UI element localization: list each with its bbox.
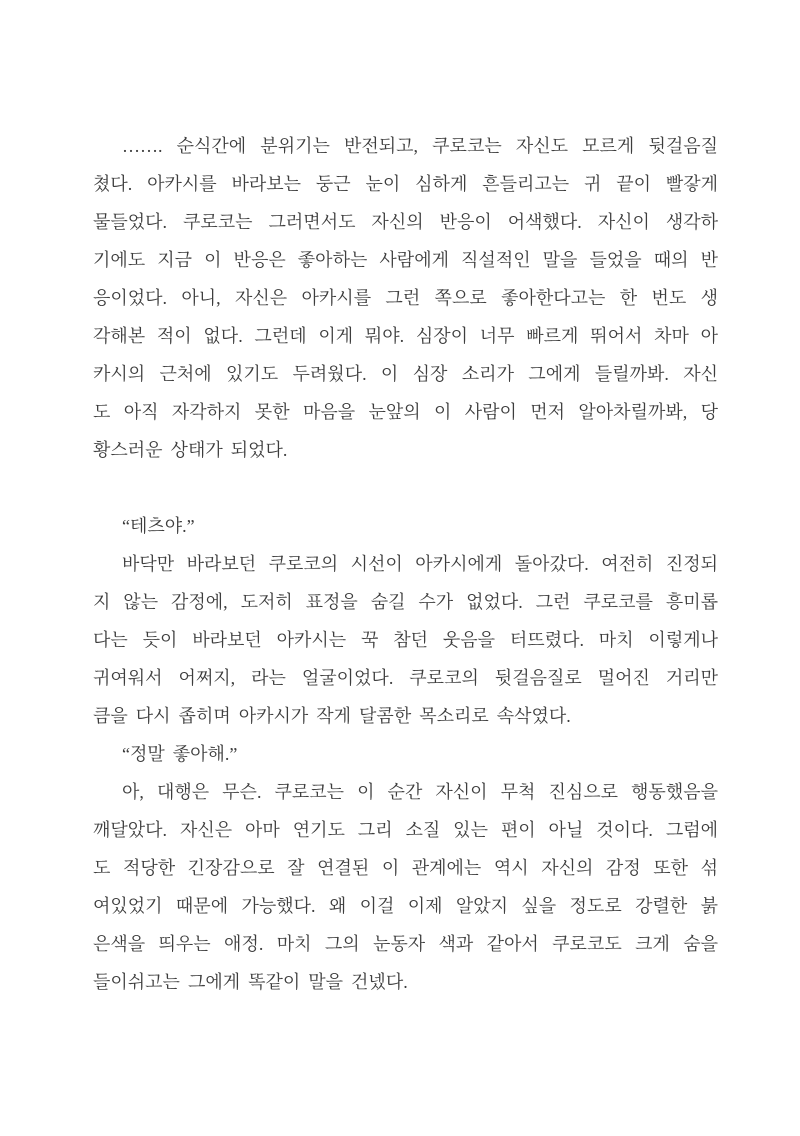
text-line: 각해본 적이 없다. 그런데 이게 뭐야. 심장이 너무 빠르게 뛰어서 차마 아: [93, 326, 718, 346]
text-line: 여있었기 때문에 가능했다. 왜 이걸 이제 알았지 싶을 정도로 강렬한 붉: [93, 896, 718, 916]
text-line: 도 아직 자각하지 못한 마음을 눈앞의 이 사람이 먼저 알아차릴까봐, 당: [93, 402, 718, 422]
text-line: 쳤다. 아카시를 바라보는 둥근 눈이 심하게 흔들리고는 귀 끝이 빨갛게: [93, 174, 718, 194]
text-line: “정말 좋아해.”: [122, 744, 238, 764]
text-line: 카시의 근처에 있기도 두려웠다. 이 심장 소리가 그에게 들릴까봐. 자신: [93, 364, 718, 384]
text-line: “테츠야.”: [122, 516, 195, 536]
text-line: 물들었다. 쿠로코는 그러면서도 자신의 반응이 어색했다. 자신이 생각하: [93, 212, 718, 232]
text-line: 도 적당한 긴장감으로 잘 연결된 이 관계에는 역시 자신의 감정 또한 섞: [93, 858, 718, 878]
text-line: 지 않는 감정에, 도저히 표정을 숨길 수가 없었다. 그런 쿠로코를 흥미롭: [93, 592, 718, 612]
text-line: 응이었다. 아니, 자신은 아카시를 그런 쪽으로 좋아한다고는 한 번도 생: [93, 288, 718, 308]
text-line: 다는 듯이 바라보던 아카시는 꾹 참던 웃음을 터뜨렸다. 마치 이렇게나: [93, 630, 718, 650]
text-line: 귀여워서 어쩌지, 라는 얼굴이었다. 쿠로코의 뒷걸음질로 멀어진 거리만: [93, 668, 718, 688]
text-line: 깨달았다. 자신은 아마 연기도 그리 소질 있는 편이 아닐 것이다. 그럼에: [93, 820, 718, 840]
text-line: 은색을 띄우는 애정. 마치 그의 눈동자 색과 같아서 쿠로코도 크게 숨을: [93, 934, 718, 954]
text-line: 들이쉬고는 그에게 똑같이 말을 건넸다.: [93, 972, 408, 992]
text-line: 큼을 다시 좁히며 아카시가 작게 달콤한 목소리로 속삭였다.: [93, 706, 571, 726]
blank-line: [93, 469, 718, 507]
text-line: ……. 순식간에 분위기는 반전되고, 쿠로코는 자신도 모르게 뒷걸음질: [122, 136, 718, 156]
text-line: 바닥만 바라보던 쿠로코의 시선이 아카시에게 돌아갔다. 여전히 진정되: [122, 554, 718, 574]
text-body: [93, 127, 718, 1001]
text-line: 아, 대행은 무슨. 쿠로코는 이 순간 자신이 무척 진심으로 행동했음을: [122, 782, 718, 802]
text-line: 황스러운 상태가 되었다.: [93, 440, 288, 460]
text-line: 기에도 지금 이 반응은 좋아하는 사람에게 직설적인 말을 들었을 때의 반: [93, 250, 718, 270]
